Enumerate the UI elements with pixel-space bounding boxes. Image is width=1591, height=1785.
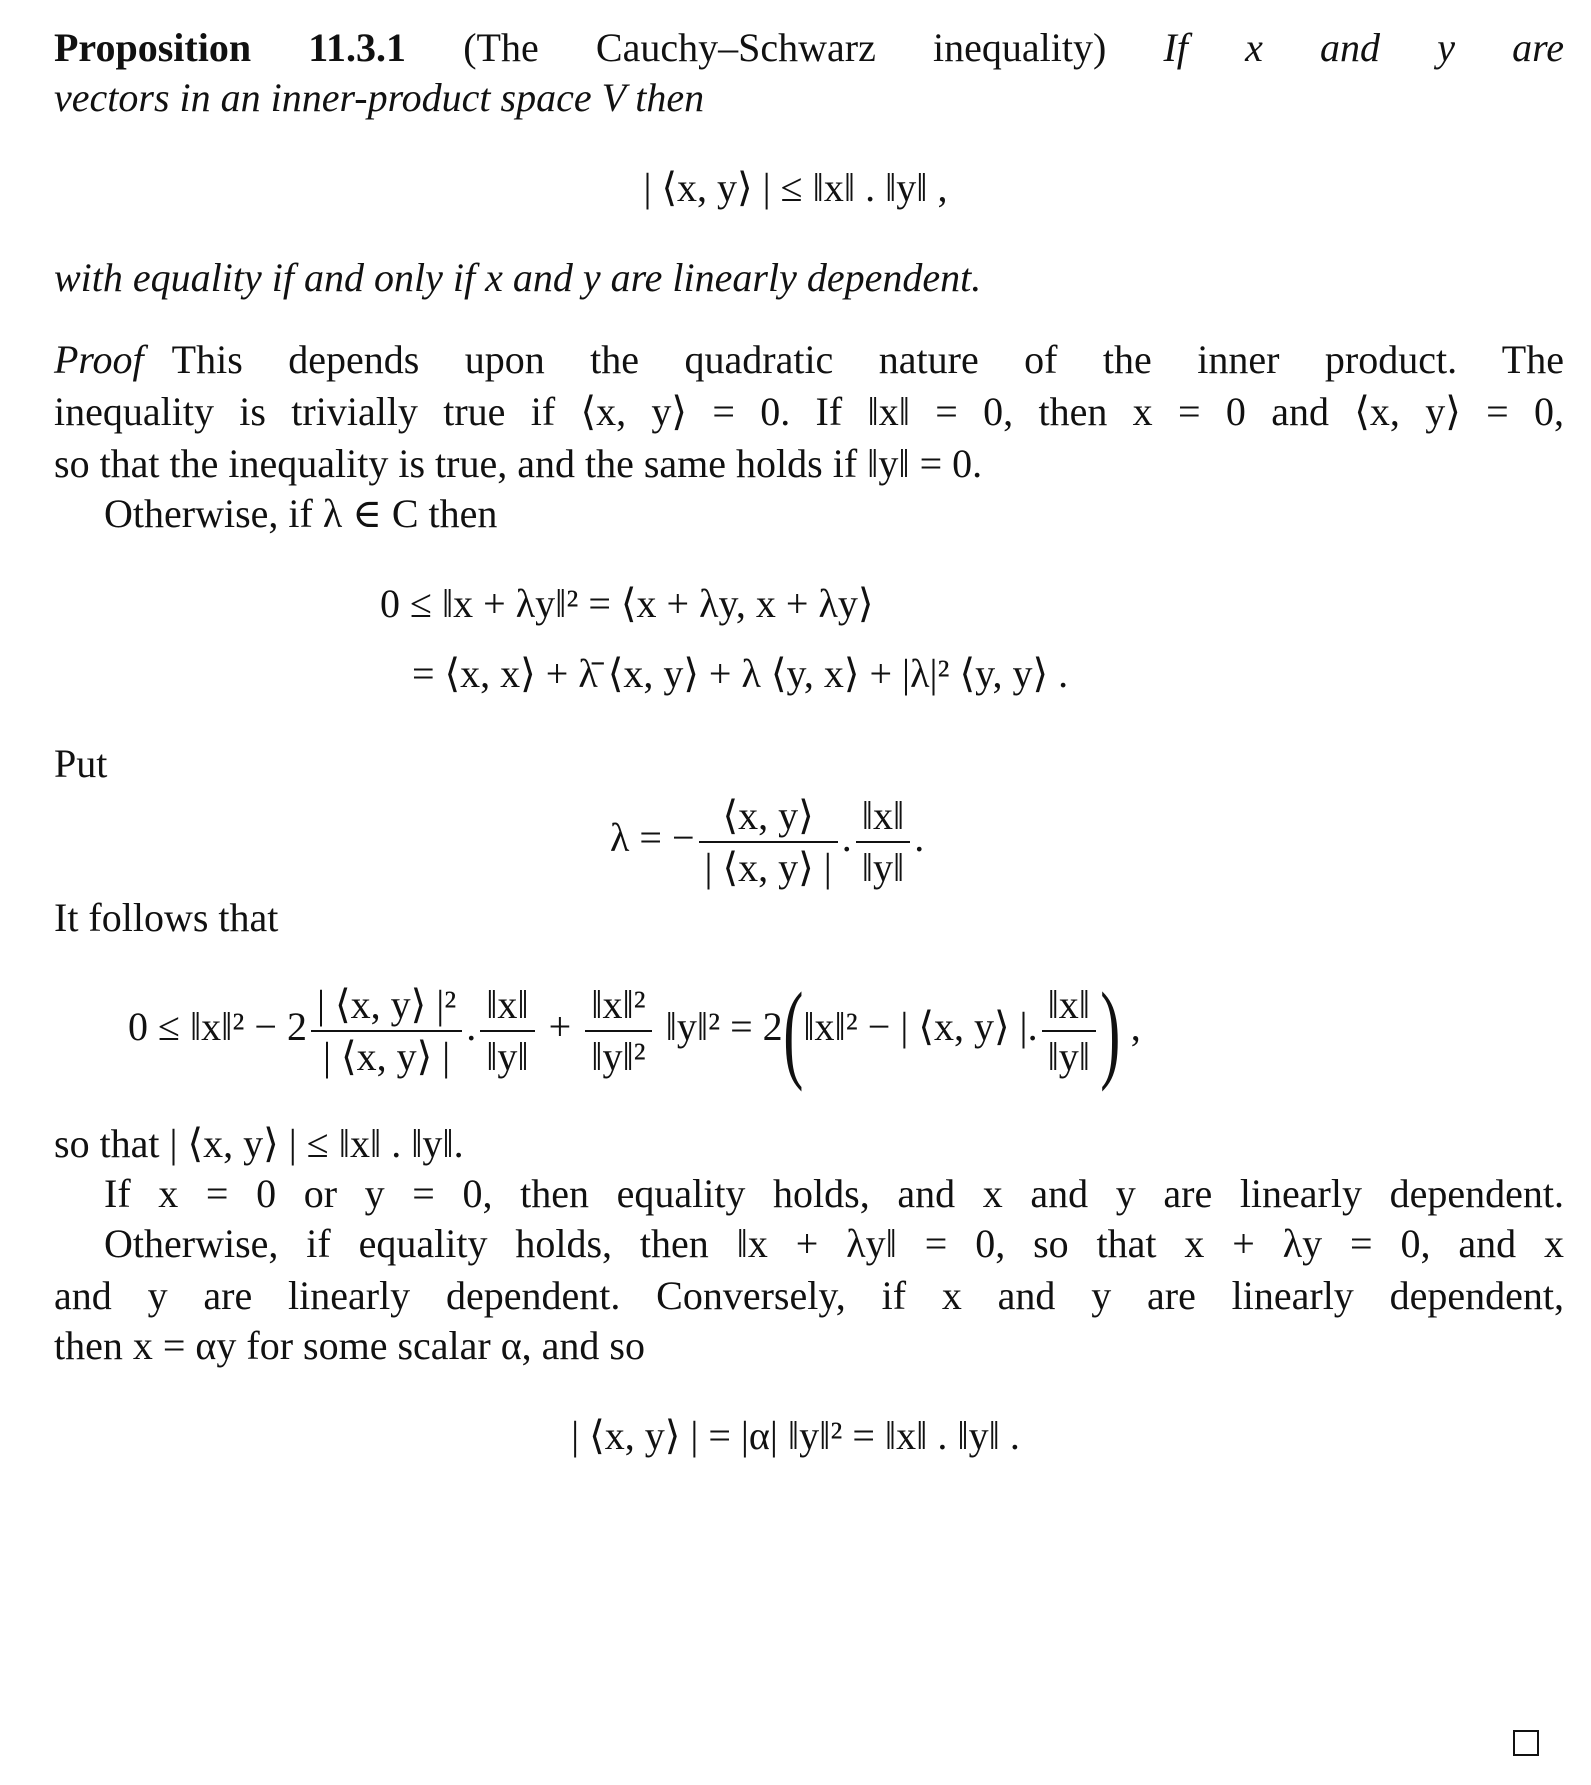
left-paren: ( xyxy=(782,969,804,1092)
follows-label: It follows that xyxy=(54,895,279,940)
eq3-num-3: ‖x‖² xyxy=(585,982,651,1032)
eq3-plus: + xyxy=(548,1004,572,1049)
proof-text-1: This depends upon the quadratic nature of the inner product. The xyxy=(171,337,1564,382)
equation-expand-2: = ⟨x, x⟩ + λ̄ ⟨x, y⟩ + λ ⟨y, x⟩ + |λ|² ⟨y, y⟩ . xyxy=(412,651,1069,696)
lambda-den-2: ‖y‖ xyxy=(861,844,905,890)
qed-box-icon xyxy=(1513,1730,1539,1756)
equality-line-1: Otherwise, if equality holds, then ‖x + λy‖ = 0, so that x + λy = 0, and x xyxy=(104,1221,1564,1266)
equality-line-3: then x = αy for some scalar α, and so xyxy=(54,1323,645,1368)
eq3-part-b: ‖y‖² = 2 xyxy=(665,1004,783,1049)
eq3-part-a: 0 ≤ ‖x‖² − 2 xyxy=(128,1004,307,1049)
proof-label: Proof xyxy=(54,337,144,382)
main-inequality: | ⟨x, y⟩ | ≤ ‖x‖ . ‖y‖ , xyxy=(643,165,948,210)
right-paren: ) xyxy=(1100,969,1121,1092)
eq3-end: , xyxy=(1130,1004,1141,1049)
zero-case-line: If x = 0 or y = 0, then equality holds, and x and y are linearly dependent. xyxy=(104,1171,1564,1216)
equation-expand-1: 0 ≤ ‖x + λy‖² = ⟨x + λy, x + λy⟩ xyxy=(380,581,874,626)
put-label: Put xyxy=(54,741,108,786)
lambda-definition: λ = − $\frac{⟨x, y⟩}{| ⟨x, y⟩ |}$ . $\frac{‖x‖}{‖y‖}$ . xyxy=(610,792,925,890)
proposition-label: Proposition 11.3.1 xyxy=(54,25,407,70)
eq3-num-2: ‖x‖ xyxy=(480,982,534,1032)
lambda-lhs: λ = − xyxy=(610,815,695,860)
eq3-den-4: ‖y‖ xyxy=(1047,1033,1091,1079)
eq3-den-3: ‖y‖² xyxy=(591,1033,646,1079)
eq3-den-1: | ⟨x, y⟩ | xyxy=(322,1033,451,1079)
eq3-num-1: | ⟨x, y⟩ |² xyxy=(311,982,462,1032)
proposition-name: (The Cauchy–Schwarz inequality) xyxy=(463,25,1107,70)
proposition-heading-line xyxy=(54,22,1564,74)
lambda-den-1: | ⟨x, y⟩ | xyxy=(704,844,832,890)
eq3-fraction-1 xyxy=(311,982,462,1080)
proof-line-1 xyxy=(54,334,1564,386)
lambda-num-1: ⟨x, y⟩ xyxy=(699,793,838,843)
proof-line-2: inequality is trivially true if ⟨x, y⟩ = 0. If ‖x‖ = 0, then x = 0 and ⟨x, y⟩ = 0, xyxy=(54,389,1564,434)
proposition-statement-b: vectors in an inner-product space V then xyxy=(54,75,705,120)
eq3-fraction-2 xyxy=(480,982,534,1080)
so-that-line: so that | ⟨x, y⟩ | ≤ ‖x‖ . ‖y‖. xyxy=(54,1121,464,1166)
eq3-num-4: ‖x‖ xyxy=(1042,982,1096,1032)
equality-clause: with equality if and only if x and y are linearly dependent. xyxy=(54,255,982,300)
lambda-num-2: ‖x‖ xyxy=(856,793,910,843)
proof-line-3: so that the inequality is true, and the same holds if ‖y‖ = 0. xyxy=(54,441,983,486)
equality-line-2: and y are linearly dependent. Conversely, if x and y are linearly dependent, xyxy=(54,1273,1564,1318)
eq3-part-c: ‖x‖² − | ⟨x, y⟩ |. xyxy=(803,1004,1038,1049)
final-equation: | ⟨x, y⟩ | = |α| ‖y‖² = ‖x‖ . ‖y‖ . xyxy=(571,1413,1020,1458)
lambda-fraction-1 xyxy=(699,793,838,891)
lambda-fraction-2 xyxy=(856,793,910,891)
equation-main-bound: 0 ≤ ‖x‖² − 2 $\frac{\text{| ⟨x, y⟩ |²}}{| ⟨x, y⟩ |}$ . $\frac{‖x‖}{‖y‖}$ + $\frac{\text{‖x‖²}}{\text{‖y‖²}}$ ‖y‖² = 2(‖x‖² − | ⟨x, y⟩ |. $\frac{‖x‖}{‖y‖}$ ) , xyxy=(128,969,1141,1092)
eq3-den-2: ‖y‖ xyxy=(486,1033,529,1079)
proposition-statement-a: If x and y are xyxy=(1163,25,1564,70)
proof-otherwise: Otherwise, if λ ∈ C then xyxy=(104,491,498,536)
eq3-fraction-4 xyxy=(1042,982,1096,1080)
eq3-fraction-3 xyxy=(585,982,651,1080)
